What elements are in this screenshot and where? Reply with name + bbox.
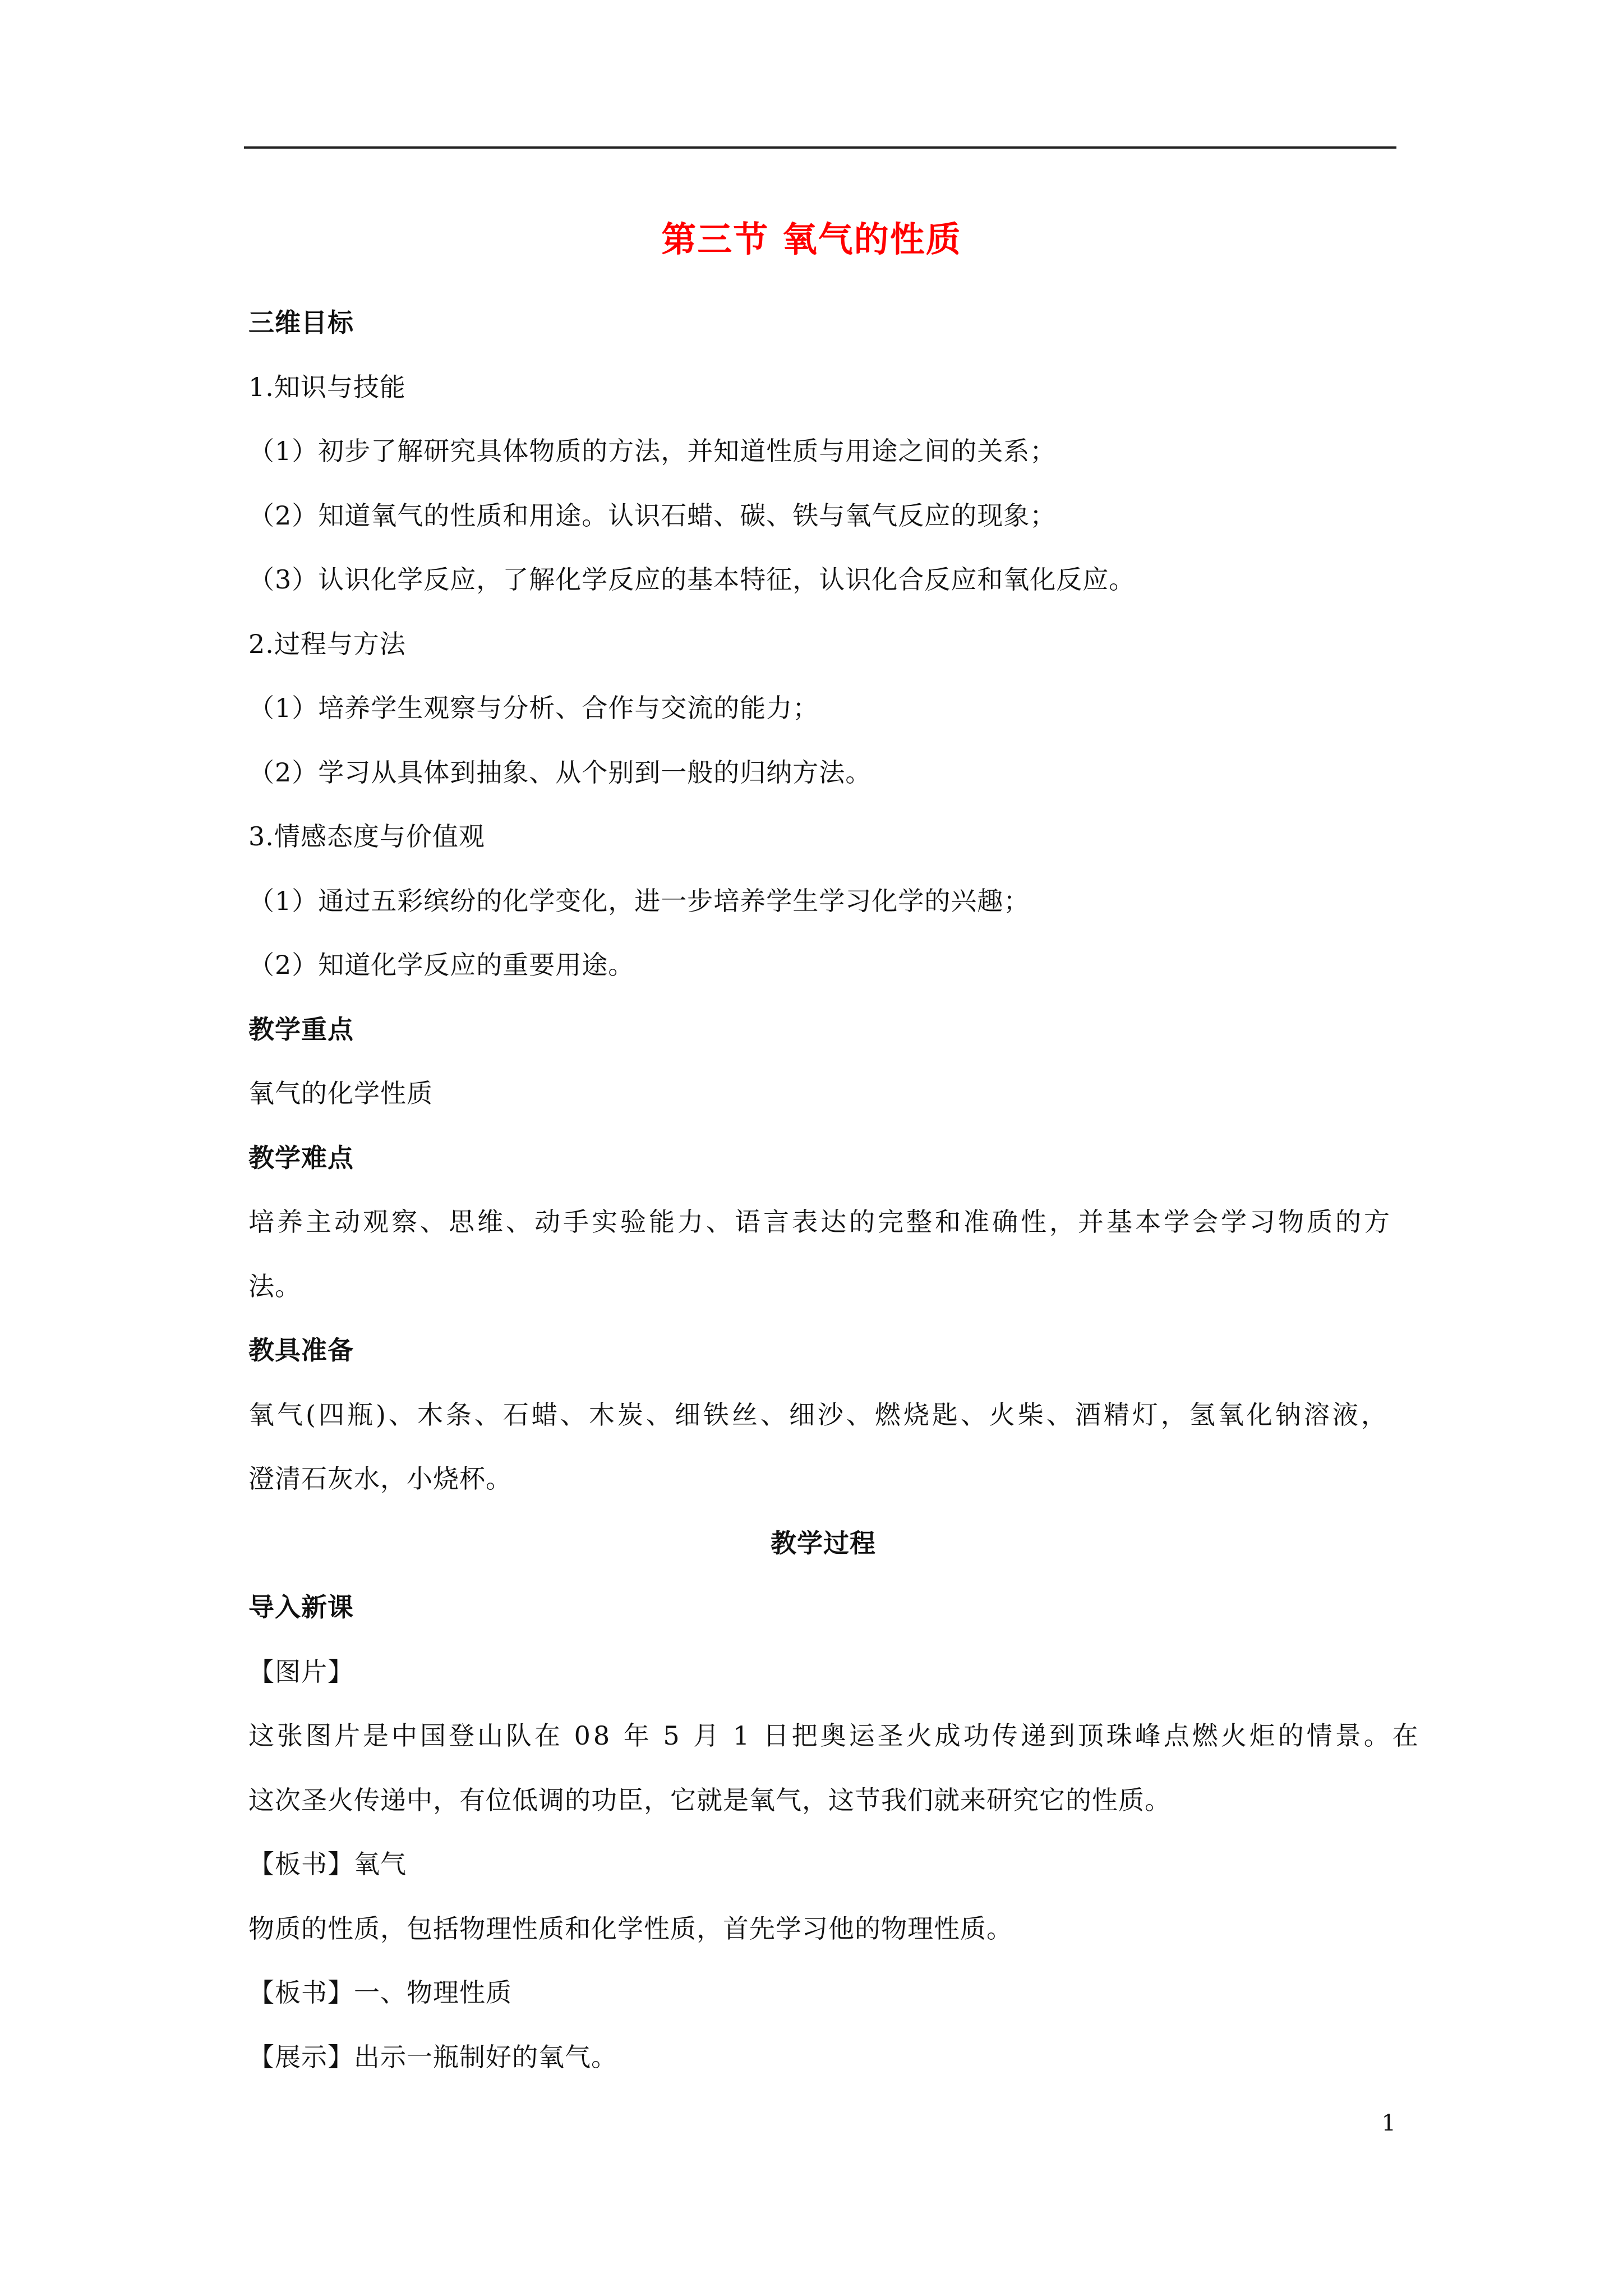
paragraph-line: （2）知道化学反应的重要用途。 xyxy=(248,950,635,980)
header-rule xyxy=(244,146,1396,149)
paragraph-line: （2）学习从具体到抽象、从个别到一般的归纳方法。 xyxy=(248,757,872,788)
page-title: 第三节 氧气的性质 xyxy=(661,219,962,260)
label-blackboard-oxygen: 【板书】氧气 xyxy=(248,1849,407,1879)
page-number: 1 xyxy=(1381,2110,1396,2136)
paragraph-line: 氧气的化学性质 xyxy=(248,1078,433,1108)
paragraph-line: 澄清石灰水，小烧杯。 xyxy=(248,1464,512,1494)
paragraph-line: （2）知道氧气的性质和用途。认识石蜡、碳、铁与氧气反应的现象； xyxy=(248,500,1057,531)
paragraph-line: 氧气(四瓶)、木条、石蜡、木炭、细铁丝、细沙、燃烧匙、火柴、酒精灯，氢氧化钠溶液， xyxy=(248,1399,1390,1430)
label-picture: 【图片】 xyxy=(248,1656,354,1687)
label-show: 【展示】出示一瓶制好的氧气。 xyxy=(248,2041,617,2072)
heading-teaching-difficulty: 教学难点 xyxy=(248,1142,354,1173)
heading-three-dimensional-goals: 三维目标 xyxy=(248,307,354,338)
subheading-knowledge-skills: 1.知识与技能 xyxy=(248,371,406,402)
document-body xyxy=(248,291,1421,2089)
paragraph-line: 物质的性质，包括物理性质和化学性质，首先学习他的物理性质。 xyxy=(248,1913,1013,1944)
paragraph-line: （1）通过五彩缤纷的化学变化，进一步培养学生学习化学的兴趣； xyxy=(248,885,1030,916)
heading-teaching-focus: 教学重点 xyxy=(248,1014,354,1045)
label-blackboard-physical: 【板书】一、物理性质 xyxy=(248,1977,512,2008)
paragraph-line: 这次圣火传递中，有位低调的功臣，它就是氧气，这节我们就来研究它的性质。 xyxy=(248,1784,1171,1815)
subheading-process-methods: 2.过程与方法 xyxy=(248,628,406,659)
paragraph-line: 培养主动观察、思维、动手实验能力、语言表达的完整和准确性，并基本学会学习物质的方 xyxy=(248,1207,1393,1237)
paragraph-line: 这张图片是中国登山队在 08 年 5 月 1 日把奥运圣火成功传递到顶珠峰点燃火炬的情景。在 xyxy=(248,1720,1421,1751)
subheading-emotional-attitude: 3.情感态度与价值观 xyxy=(248,821,485,852)
paragraph-line: 法。 xyxy=(248,1271,301,1301)
heading-teaching-aids: 教具准备 xyxy=(248,1335,354,1365)
paragraph-line: （1）初步了解研究具体物质的方法，并知道性质与用途之间的关系； xyxy=(248,436,1057,466)
heading-teaching-process: 教学过程 xyxy=(771,1527,876,1558)
paragraph-line: （3）认识化学反应，了解化学反应的基本特征，认识化合反应和氧化反应。 xyxy=(248,564,1136,595)
heading-introduction: 导入新课 xyxy=(248,1592,354,1622)
paragraph-line: （1）培养学生观察与分析、合作与交流的能力； xyxy=(248,693,819,723)
